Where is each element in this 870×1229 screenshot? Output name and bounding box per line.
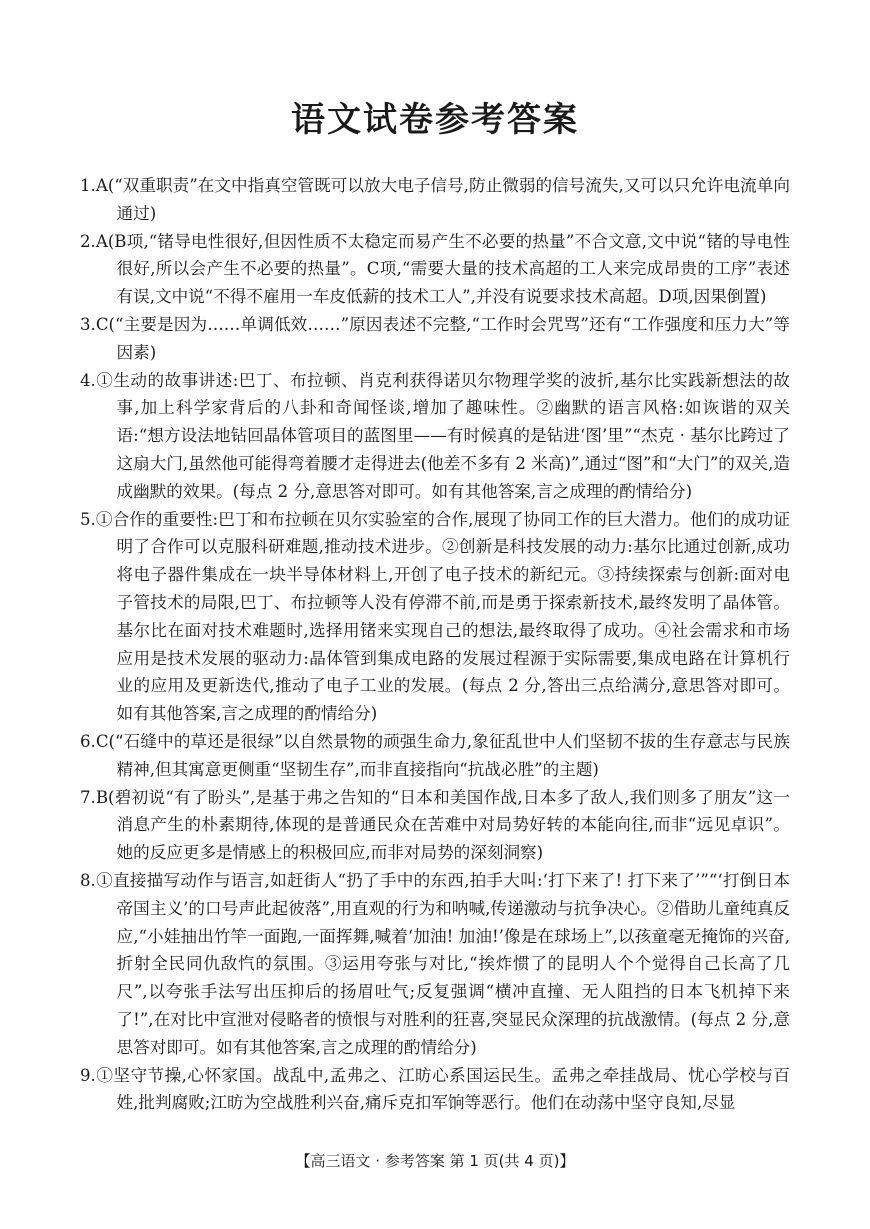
answer-text: ①直接描写动作与语言,如赶街人“扔了手中的东西,拍手大叫:‘打下来了! 打下来了’”“‘打倒日本帝国主义’的口号声此起彼落”,用直观的行为和呐喊,传递激动与抗争决心。②借助儿童纯真反应,“小娃抽出竹竿一面跑,一面挥舞,喊着‘加油! 加油!’像是在球场上”,以孩童毫无掩饰的兴奋,折射全民同仇敌忾的氛围。③运用夸张与对比,“挨炸惯了的昆明人个个觉得自己长高了几尺”,以夸张手法写出压抑后的扬眉吐气;反复强调“横冲直撞、无人阻挡的日本飞机掉下来了!”,在对比中宣泄对侵略者的愤恨与对胜利的狂喜,突显民众深理的抗战激情。(每点 2 分,意思答对即可。如有其他答案,言之成理的酌情给分): [95, 870, 790, 1057]
answer-number: 4.: [80, 370, 96, 390]
answer-number: 8.: [80, 870, 96, 890]
answer-text: ①合作的重要性:巴丁和布拉顿在贝尔实验室的合作,展现了协同工作的巨大潜力。他们的成功证明了合作可以克服科研难题,推动技术进步。②创新是科技发展的动力:基尔比通过创新,成功将电子器件集成在一块半导体材料上,开创了电子技术的新纪元。③持续探索与创新:面对电子管技术的局限,巴丁、布拉顿等人没有停滞不前,而是勇于探索新技术,最终发明了晶体管。基尔比在面对技术难题时,选择用锗来实现自己的想法,最终取得了成功。④社会需求和市场应用是技术发展的驱动力:晶体管到集成电路的发展过程源于实际需要,集成电路在计算机行业的应用及更新迭代,推动了电子工业的发展。(每点 2 分,答出三点给满分,意思答对即可。如有其他答案,言之成理的酌情给分): [95, 509, 790, 724]
answer-number: 2.: [80, 231, 96, 251]
answer-item-5: [80, 506, 790, 728]
answer-text: C(“石缝中的草还是很绿”以自然景物的顽强生命力,象征乱世中人们坚韧不拔的生存意志与民族精神,但其寓意更侧重“坚韧生存”,而非直接指向“抗战必胜”的主题): [95, 731, 790, 779]
answer-item-7: [80, 784, 790, 867]
answer-item-8: [80, 867, 790, 1062]
answer-text: A(B项,“锗导电性很好,但因性质不太稳定而易产生不必要的热量”不合文意,文中说“锗的导电性很好,所以会产生不必要的热量”。C项,“需要大量的技术高超的工人来完成昂贵的工序”表述有误,文中说“不得不雇用一车皮低薪的技术工人”,并没有说要求技术高超。D项,因果倒置): [95, 231, 790, 307]
answer-item-1: [80, 172, 790, 228]
page-title: 语文试卷参考答案: [291, 100, 579, 140]
answer-number: 5.: [80, 509, 96, 529]
answer-item-6: [80, 728, 790, 784]
answer-list: [80, 172, 790, 1117]
answer-text: ①生动的故事讲述:巴丁、布拉顿、肖克利获得诺贝尔物理学奖的波折,基尔比实践新想法的故事,加上科学家背后的八卦和奇闻怪谈,增加了趣味性。②幽默的语言风格:如诙谐的双关语:“想方设法地钻回晶体管项目的蓝图里——有时候真的是钻进‘图’里”“杰克 · 基尔比跨过了这扇大门,虽然他可能得弯着腰才走得进去(他差不多有 2 米高)”,通过“图”和“大门”的双关,造成幽默的效果。(每点 2 分,意思答对即可。如有其他答案,言之成理的酌情给分): [95, 370, 790, 501]
answer-number: 9.: [80, 1065, 96, 1085]
answer-number: 3.: [80, 314, 96, 334]
answer-text: A(“双重职责”在文中指真空管既可以放大电子信号,防止微弱的信号流失,又可以只允许电流单向通过): [95, 176, 790, 223]
answer-item-2: [80, 228, 790, 311]
answer-item-3: [80, 311, 790, 367]
answer-number: 1.: [80, 176, 96, 195]
answer-number: 6.: [80, 731, 96, 751]
answer-text: ①坚守节操,心怀家国。战乱中,孟弗之、江昉心系国运民生。孟弗之牵挂战局、忧心学校与百姓,批判腐败;江昉为空战胜利兴奋,痛斥克扣军饷等恶行。他们在动荡中坚守良知,尽显: [95, 1065, 790, 1113]
answer-item-4: [80, 367, 790, 506]
answer-number: 7.: [80, 787, 96, 807]
answer-item-9: [80, 1062, 790, 1118]
answer-text: B(碧初说“有了盼头”,是基于弗之告知的“日本和美国作战,日本多了敌人,我们则多了朋友”这一消息产生的朴素期待,体现的是普通民众在苦难中对局势好转的本能向往,而非“远见卓识”。她的反应更多是情感上的积极回应,而非对局势的深刻洞察): [95, 787, 790, 863]
page-footer: 【高三语文 · 参考答案 第 1 页(共 4 页)】: [295, 1152, 575, 1170]
answer-text: C(“主要是因为……单调低效……”原因表述不完整,“工作时会咒骂”还有“工作强度和压力大”等因素): [95, 314, 790, 362]
